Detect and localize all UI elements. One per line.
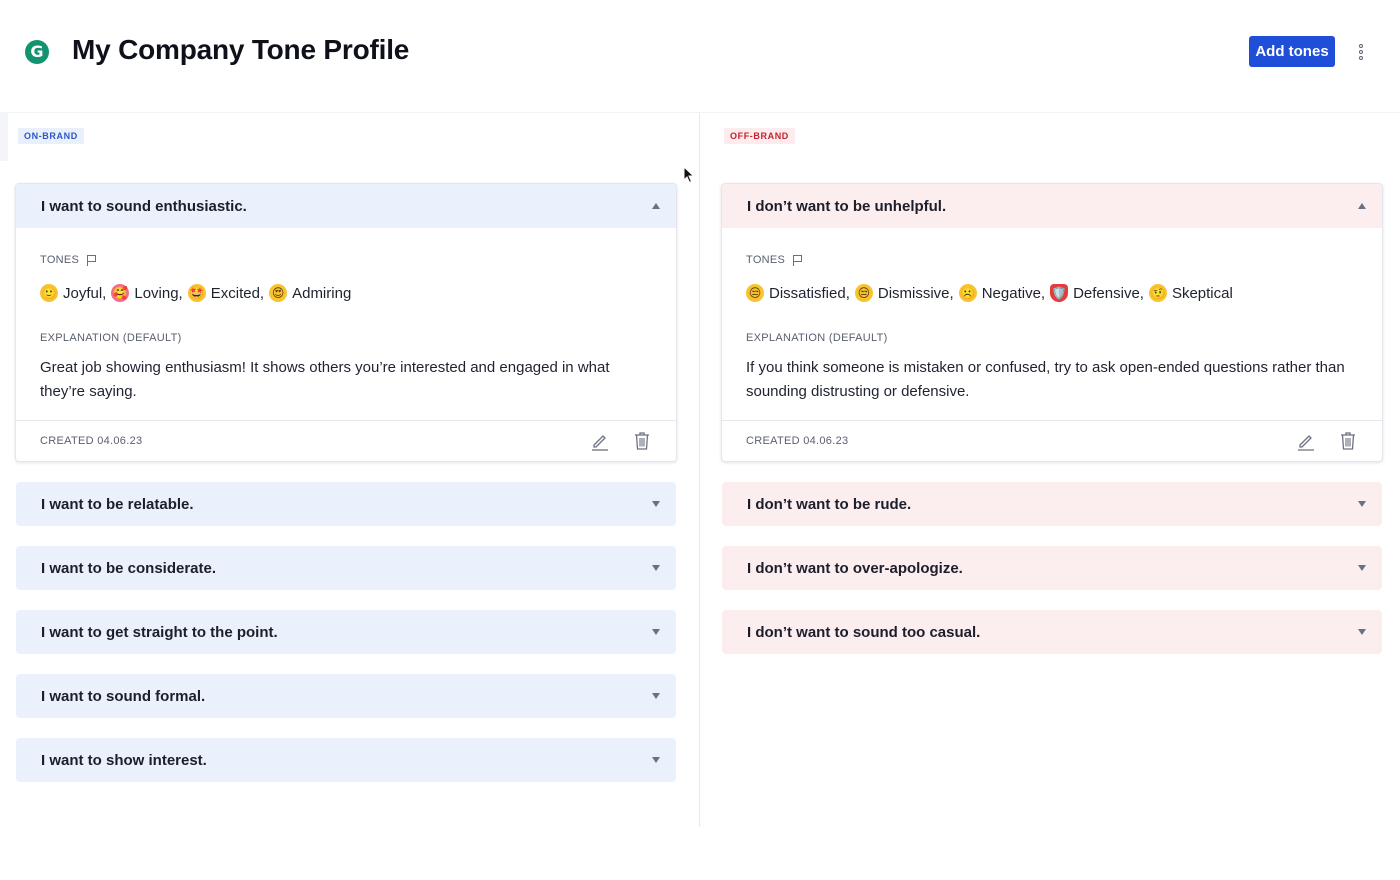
tone-card-expanded (15, 183, 677, 462)
tone-item: 🤨 Skeptical (1150, 284, 1233, 302)
chevron-down-icon[interactable] (652, 501, 660, 507)
tone-item: 🤩 Excited, (189, 284, 265, 302)
column-divider (699, 113, 700, 827)
edit-pencil-icon[interactable] (1296, 431, 1316, 451)
tone-card-title: I don’t want to be unhelpful. (747, 197, 947, 215)
tone-card-title: I want to show interest. (41, 751, 207, 769)
trash-icon[interactable] (632, 431, 652, 451)
tone-card-title: I don’t want to over-apologize. (747, 559, 963, 577)
tone-card-title: I want to sound enthusiastic. (41, 197, 247, 215)
explanation-label: EXPLANATION (DEFAULT) (746, 332, 888, 344)
negative-emoji-icon: ☹️ (960, 286, 976, 300)
explanation-text: Great job showing enthusiasm! It shows others you’re interested and engaged in what they’re saying. (40, 359, 610, 400)
tone-card-expanded (721, 183, 1383, 462)
created-date: CREATED 04.06.23 (746, 435, 849, 447)
tone-card-title: I want to be relatable. (41, 495, 194, 513)
tones-label: TONES (40, 254, 652, 266)
tone-card-header[interactable] (16, 184, 676, 228)
chevron-down-icon[interactable] (1358, 565, 1366, 571)
trash-icon[interactable] (1338, 431, 1358, 451)
tone-card-collapsed[interactable] (16, 610, 676, 654)
tone-card-title: I don’t want to be rude. (747, 495, 912, 513)
tone-item: 😒 Dismissive, (855, 284, 954, 302)
tone-card-footer (722, 420, 1382, 461)
tone-item: 😍 Admiring (269, 284, 351, 302)
tone-card-collapsed[interactable] (16, 546, 676, 590)
created-date: CREATED 04.06.23 (40, 435, 143, 447)
dismissive-emoji-icon: 😒 (855, 284, 873, 302)
tone-item: 🥰 Loving, (112, 284, 183, 302)
dissatisfied-emoji-icon: 😒 (746, 284, 764, 302)
grammarly-logo-icon[interactable]: G (25, 40, 49, 64)
tone-item: ☹️ Negative, (960, 284, 1046, 302)
joyful-emoji-icon: 🙂 (41, 286, 57, 300)
tones-list (40, 284, 652, 302)
tone-card-title: I want to be considerate. (41, 559, 217, 577)
tone-card-header[interactable] (722, 184, 1382, 228)
chevron-up-icon[interactable] (1358, 203, 1366, 209)
tone-card-footer (16, 420, 676, 461)
tones-list (746, 284, 1358, 302)
left-edge-strip (0, 113, 8, 161)
tone-card-collapsed[interactable] (722, 482, 1382, 526)
loving-emoji-icon: 🥰 (112, 286, 128, 300)
header-divider (0, 112, 1400, 113)
defensive-shield-icon: 🛡️ (1051, 286, 1067, 300)
skeptical-emoji-icon: 🤨 (1150, 286, 1166, 300)
tone-item: 😒 Dissatisfied, (746, 284, 850, 302)
chevron-down-icon[interactable] (652, 693, 660, 699)
chevron-down-icon[interactable] (1358, 501, 1366, 507)
tone-card-collapsed[interactable] (16, 674, 676, 718)
tone-card-collapsed[interactable] (16, 738, 676, 782)
chevron-up-icon[interactable] (652, 203, 660, 209)
on-brand-badge: ON-BRAND (18, 128, 84, 144)
tone-card-collapsed[interactable] (722, 610, 1382, 654)
page-title: My Company Tone Profile (72, 34, 410, 65)
off-brand-column (721, 183, 1383, 674)
tone-card-title: I don’t want to sound too casual. (747, 623, 981, 641)
tone-item: 🛡️ Defensive, (1051, 284, 1144, 302)
on-brand-column (15, 183, 677, 802)
chevron-down-icon[interactable] (652, 629, 660, 635)
tone-card-title: I want to get straight to the point. (41, 623, 278, 641)
off-brand-badge: OFF-BRAND (724, 128, 795, 144)
excited-emoji-icon: 🤩 (189, 286, 205, 300)
add-tones-button[interactable]: Add tones (1249, 36, 1335, 67)
chevron-down-icon[interactable] (1358, 629, 1366, 635)
mouse-cursor-icon (683, 166, 695, 184)
admiring-emoji-icon: 😍 (269, 284, 287, 302)
header (0, 0, 1400, 104)
tone-item: 🙂 Joyful, (41, 284, 107, 302)
tone-card-collapsed[interactable] (722, 546, 1382, 590)
flag-icon[interactable] (87, 255, 97, 266)
flag-icon[interactable] (793, 255, 803, 266)
explanation-text: If you think someone is mistaken or confused, try to ask open-ended questions rather than sounding distrusting or defensive. (746, 359, 1345, 400)
tone-card-title: I want to sound formal. (41, 687, 206, 705)
tones-label: TONES (746, 254, 1358, 266)
chevron-down-icon[interactable] (652, 757, 660, 763)
chevron-down-icon[interactable] (652, 565, 660, 571)
tone-card-collapsed[interactable] (16, 482, 676, 526)
explanation-label: EXPLANATION (DEFAULT) (40, 332, 182, 344)
vertical-ellipsis-icon[interactable] (1353, 40, 1369, 64)
edit-pencil-icon[interactable] (590, 431, 610, 451)
